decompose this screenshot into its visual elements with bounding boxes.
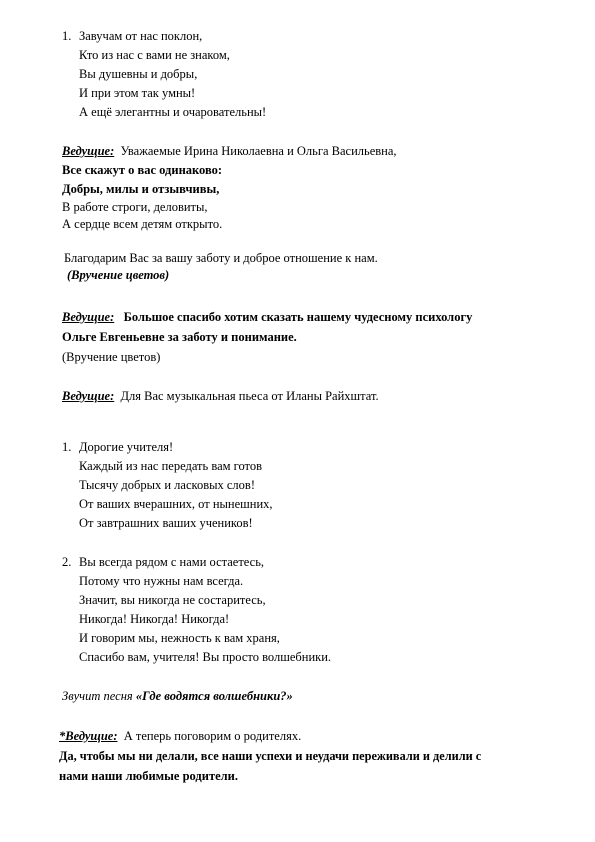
block5-line-1: [59, 728, 301, 744]
block4-speaker: Ведущие:: [62, 389, 115, 403]
poem2-number: 1.: [62, 440, 72, 454]
poem2-text-1: Дорогие учителя!: [79, 440, 174, 454]
poem3-line-1: [62, 554, 264, 570]
song-prefix: Звучит песня: [62, 689, 136, 703]
block1-line-3: Добры, милы и отзывчивы,: [62, 182, 220, 196]
block1-line-4: В работе строги, деловиты,: [62, 200, 208, 214]
poem1-line-4: И при этом так умны!: [79, 86, 196, 100]
block1-text-1: Уважаемые Ирина Николаевна и Ольга Васильевна,: [120, 144, 397, 158]
block3-text-1: Большое спасибо хотим сказать нашему чудесному психологу: [123, 310, 473, 324]
poem1-number: 1.: [62, 29, 72, 43]
block4-text: Для Вас музыкальная пьеса от Иланы Райхштат.: [120, 389, 379, 403]
flowers-note-1: (Вручение цветов): [67, 268, 170, 282]
song-line: [62, 688, 293, 704]
block1-line-1: [62, 143, 397, 159]
block1-speaker: Ведущие:: [62, 144, 115, 158]
block1-line-5: А сердце всем детям открыто.: [62, 217, 223, 231]
poem2-line-1: [62, 439, 173, 455]
poem1-line-1: [62, 28, 202, 44]
poem3-number: 2.: [62, 555, 72, 569]
thanks-line: Благодарим Вас за вашу заботу и доброе отношение к нам.: [64, 251, 378, 265]
poem3-line-5: И говорим мы, нежность к вам храня,: [79, 631, 280, 645]
block5-line-2: Да, чтобы мы ни делали, все наши успехи и неудачи переживали и делили с: [59, 749, 482, 763]
poem3-line-3: Значит, вы никогда не состаритесь,: [79, 593, 266, 607]
poem2-line-2: Каждый из нас передать вам готов: [79, 459, 263, 473]
poem1-line-2: Кто из нас с вами не знаком,: [79, 48, 230, 62]
poem3-line-4: Никогда! Никогда! Никогда!: [79, 612, 230, 626]
poem3-text-1: Вы всегда рядом с нами остаетесь,: [79, 555, 265, 569]
poem3-line-2: Потому что нужны нам всегда.: [79, 574, 244, 588]
poem1-line-3: Вы душевны и добры,: [79, 67, 198, 81]
poem2-line-4: От ваших вчерашних, от нынешних,: [79, 497, 273, 511]
block3-line-1: [62, 309, 472, 325]
song-title: «Где водятся волшебники?»: [135, 689, 293, 703]
flowers-note-2: (Вручение цветов): [62, 350, 161, 364]
block3-line-2: Ольге Евгеньевне за заботу и понимание.: [62, 330, 297, 344]
block5-text-1: А теперь поговорим о родителях.: [123, 729, 302, 743]
block1-line-2: Все скажут о вас одинаково:: [62, 163, 223, 177]
poem2-line-3: Тысячу добрых и ласковых слов!: [79, 478, 255, 492]
poem1-text-1: Завучам от нас поклон,: [79, 29, 203, 43]
poem1-line-5: А ещё элегантны и очаровательны!: [79, 105, 267, 119]
block4-line: [62, 388, 379, 404]
poem2-line-5: От завтрашних ваших учеников!: [79, 516, 253, 530]
block5-line-3: нами наши любимые родители.: [59, 769, 238, 783]
block5-speaker: *Ведущие:: [59, 729, 118, 743]
poem3-line-6: Спасибо вам, учителя! Вы просто волшебники.: [79, 650, 332, 664]
block3-speaker: Ведущие:: [62, 310, 115, 324]
